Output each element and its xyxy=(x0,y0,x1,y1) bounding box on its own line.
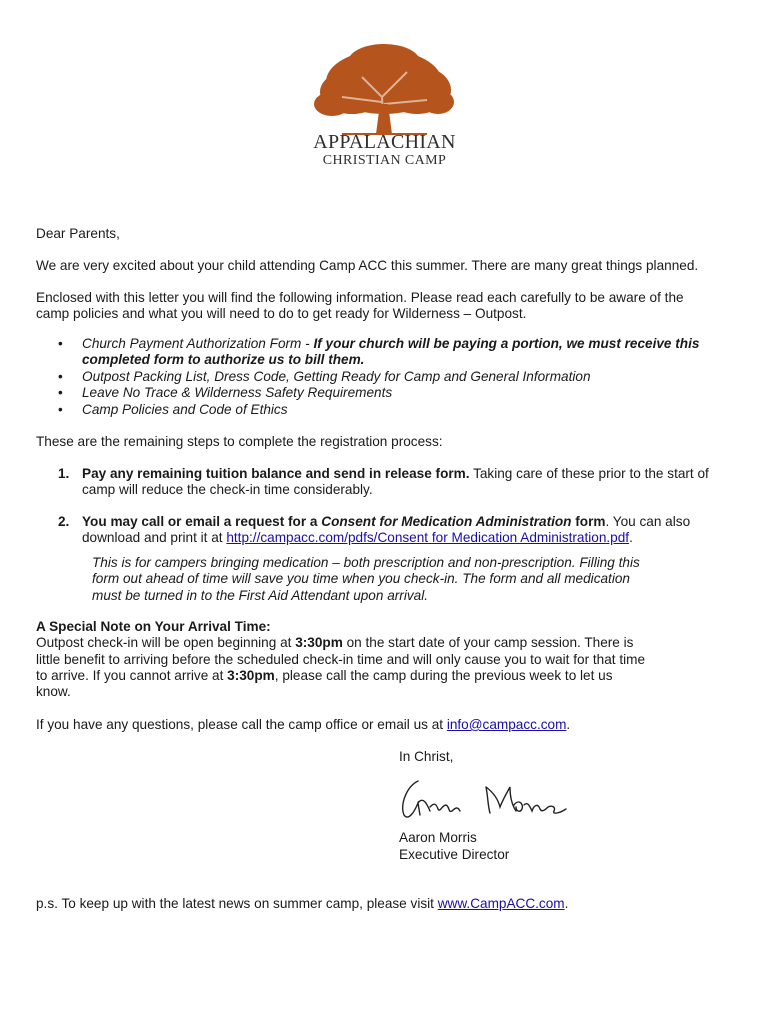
medication-note-line-3: must be turned in to the First Aid Attendant upon arrival. xyxy=(92,588,428,603)
medication-note-line-1: This is for campers bringing medication – both prescription and non-prescription. Filling this xyxy=(92,555,640,570)
enclosed-line-1: Enclosed with this letter you will find the following information. Please read each carefully to be aware of the xyxy=(36,290,684,305)
bullet-marker: • xyxy=(58,402,63,417)
bullet-marker: • xyxy=(58,336,63,351)
intro-paragraph: We are very excited about your child attending Camp ACC this summer. There are many great things planned. xyxy=(36,258,699,273)
bullet-marker: • xyxy=(58,369,63,384)
closing: In Christ, xyxy=(399,749,454,764)
bullet-item: Outpost Packing List, Dress Code, Getting Ready for Camp and General Information xyxy=(82,369,591,384)
step-number: 2. xyxy=(58,514,70,529)
step-1-line-1: Pay any remaining tuition balance and send in release form. Taking care of these prior to the start of xyxy=(82,466,709,481)
steps-intro: These are the remaining steps to complete the registration process: xyxy=(36,434,443,449)
bullet-item: Church Payment Authorization Form - If your church will be paying a portion, we must receive this xyxy=(82,336,700,351)
bullet-item: Camp Policies and Code of Ethics xyxy=(82,402,288,417)
website-link[interactable]: www.CampACC.com xyxy=(437,896,565,911)
salutation: Dear Parents, xyxy=(36,226,120,241)
enclosed-line-2: camp policies and what you will need to do to get ready for Wilderness – Outpost. xyxy=(36,306,527,321)
bullet-item: Leave No Trace & Wilderness Safety Requirements xyxy=(82,385,393,400)
logo-subtitle: CHRISTIAN CAMP xyxy=(322,153,447,168)
step-number: 1. xyxy=(58,466,70,481)
medication-note-line-2: form out ahead of time will save you time when you check-in. The form and all medication xyxy=(92,571,630,586)
signer-title: Executive Director xyxy=(399,847,510,862)
arrival-line-2: little benefit to arriving before the scheduled check-in time and will only cause you to wait for that time xyxy=(36,652,646,667)
arrival-heading: A Special Note on Your Arrival Time: xyxy=(36,619,271,634)
bullet-marker: • xyxy=(58,385,63,400)
step-1-line-2: camp will reduce the check-in time considerably. xyxy=(82,482,373,497)
step-2-line-1: You may call or email a request for a Consent for Medication Administration form. You can also xyxy=(82,514,691,529)
logo-title: APPALACHIAN xyxy=(313,131,456,153)
questions-line: If you have any questions, please call the camp office or email us at info@campacc.com. xyxy=(36,717,571,732)
email-link[interactable]: info@campacc.com xyxy=(446,717,567,732)
handwritten-signature xyxy=(396,773,576,823)
postscript: p.s. To keep up with the latest news on summer camp, please visit www.CampACC.com. xyxy=(36,896,569,911)
medication-form-link[interactable]: http://campacc.com/pdfs/Consent for Medication Administration.pdf xyxy=(226,530,630,545)
arrival-line-3: to arrive. If you cannot arrive at 3:30pm, please call the camp during the previous week to let us xyxy=(36,668,613,683)
arrival-line-4: know. xyxy=(36,684,71,699)
arrival-line-1: Outpost check-in will be open beginning at 3:30pm on the start date of your camp session. There is xyxy=(36,635,634,650)
step-2-line-2: download and print it at http://campacc.com/pdfs/Consent for Medication Administration.pdf. xyxy=(82,530,633,545)
signer-name: Aaron Morris xyxy=(399,830,477,845)
bullet-item-continuation: completed form to authorize us to bill them. xyxy=(82,352,365,367)
